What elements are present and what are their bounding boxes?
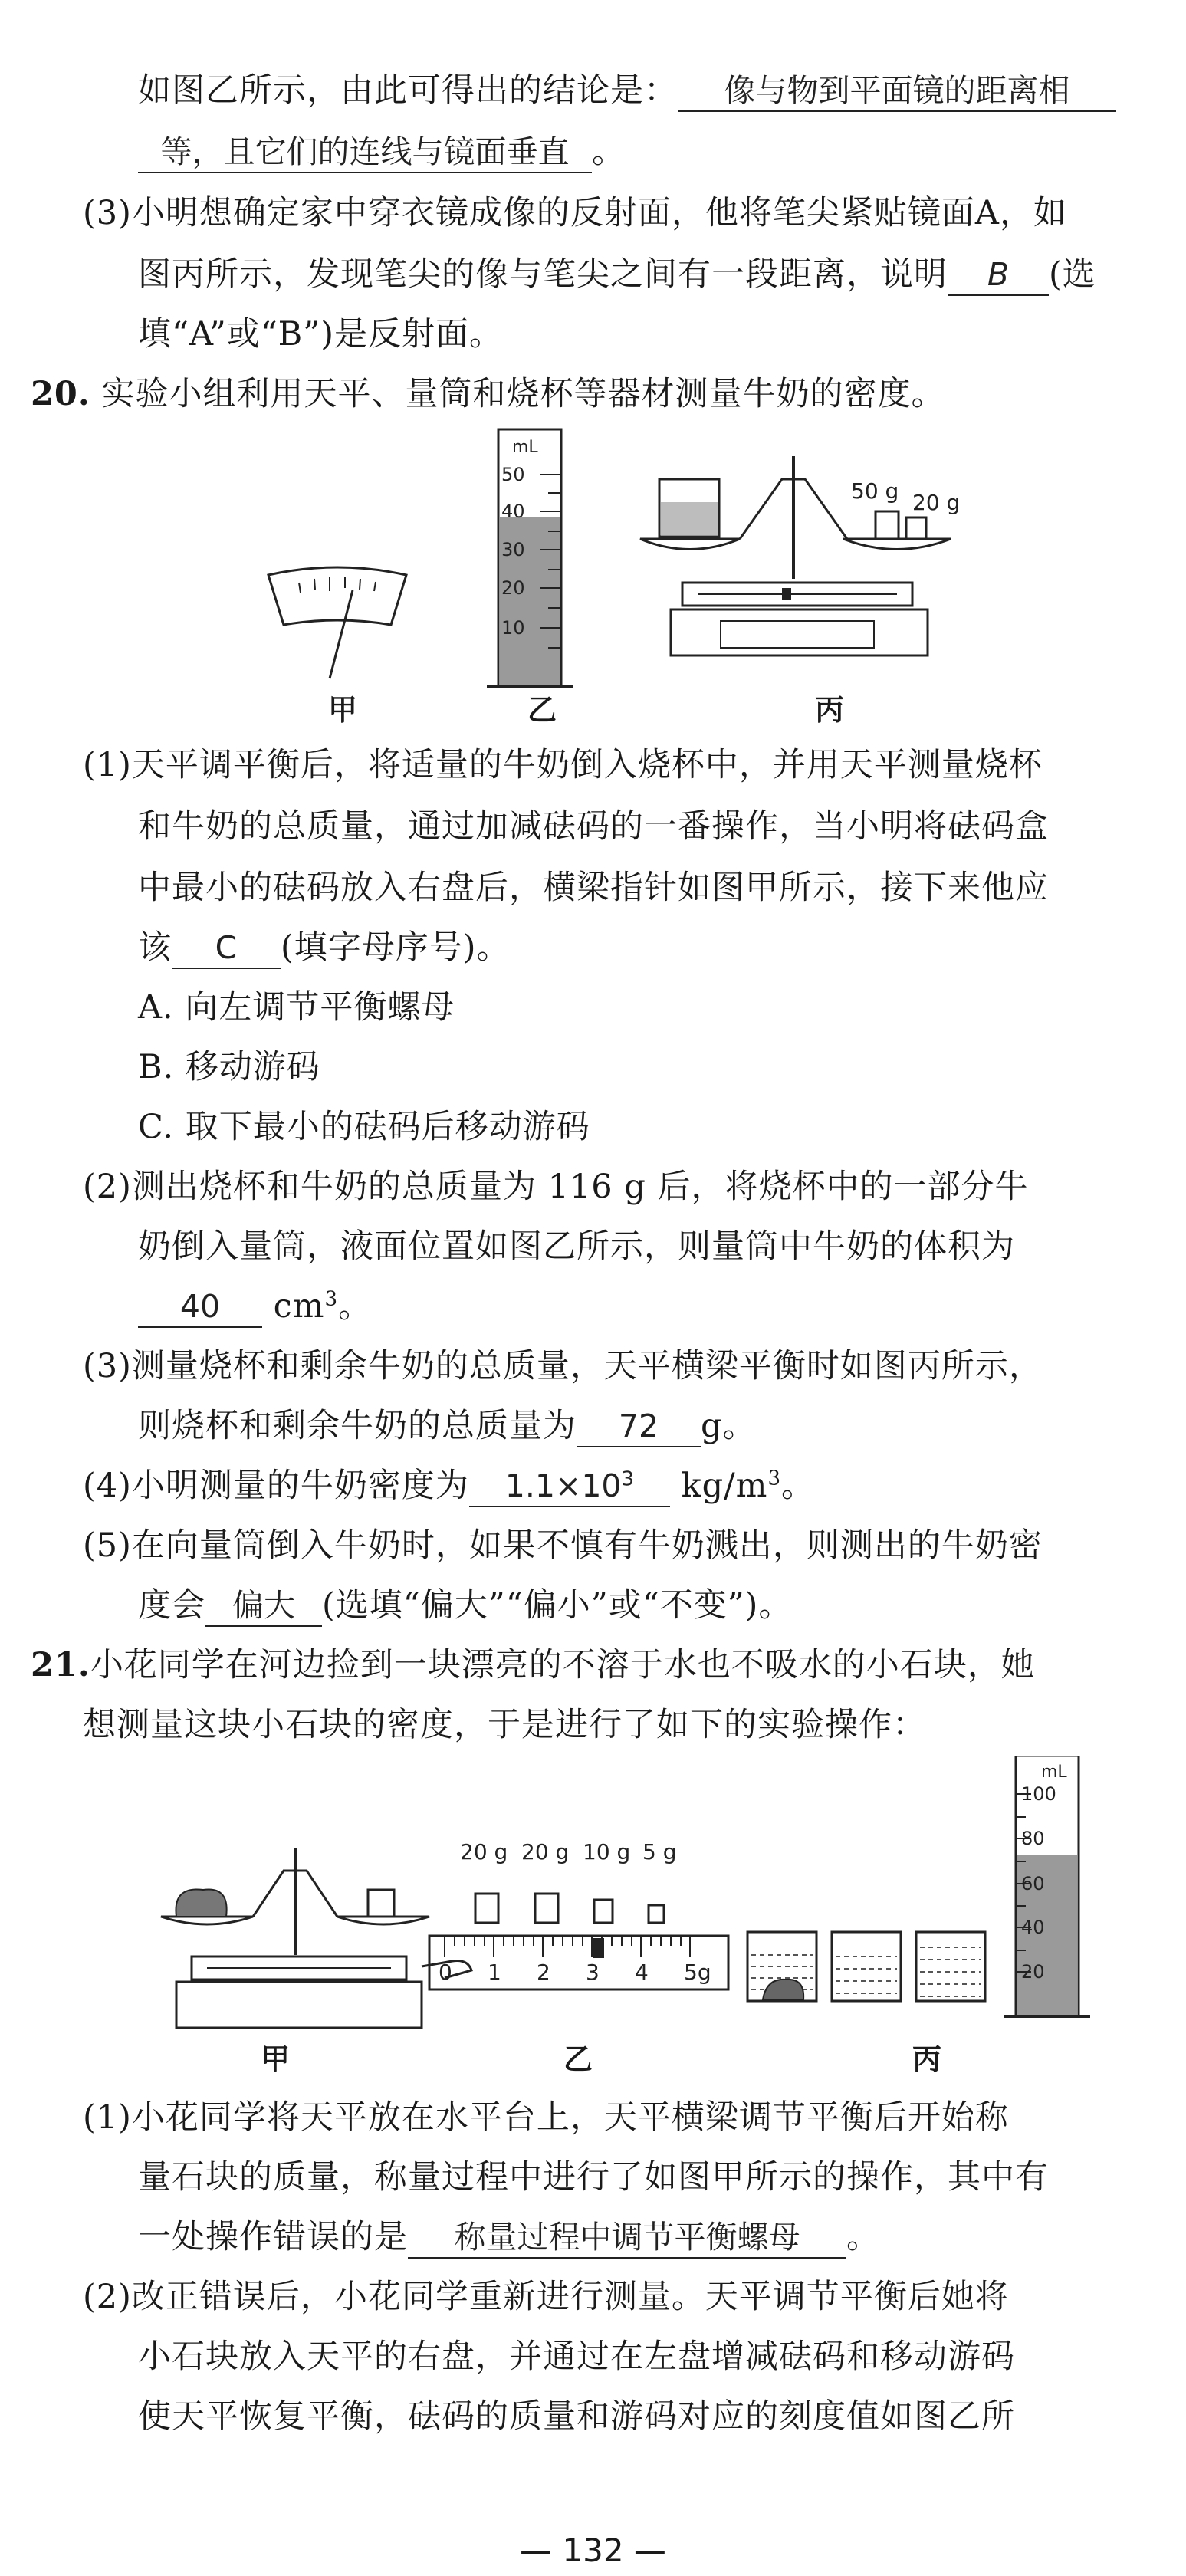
q21-part1-line3: 一处操作错误的是 称量过程中调节平衡螺母 。 xyxy=(138,2214,880,2260)
q21-weight-label: 20 g xyxy=(521,1839,570,1865)
q20-weight-label: 20 g xyxy=(912,490,961,515)
q20-part4-line: (4)小明测量的牛奶密度为 $1.1\times 10^3$ $kg/m^3$。 xyxy=(83,1463,815,1509)
q19-conclusion-line2: 等，且它们的连线与镜面垂直 。 xyxy=(138,129,626,175)
q21-weight-label: 20 g xyxy=(460,1839,508,1865)
q20-fig-jia-dial xyxy=(268,567,406,678)
q19-part3-line2: 图丙所示，发现笔尖的像与笔尖之间有一段距离，说明 B (选 xyxy=(138,251,1096,297)
q20-cylinder-tick-label: 40 xyxy=(501,501,525,522)
q21-fig-bing-beakers xyxy=(747,1756,1090,2016)
q20-cylinder-unit: mL xyxy=(512,438,538,457)
q21-ruler-tick-label: 4 xyxy=(635,1960,649,1985)
q20-weight-label: 50 g xyxy=(851,478,899,504)
q19-answer-blank-2[interactable]: 等，且它们的连线与镜面垂直 xyxy=(138,132,592,173)
page-footer: — 132 — xyxy=(520,2532,666,2569)
q21-number: 21. xyxy=(31,1646,90,1684)
q21-weight-label: 5 g xyxy=(642,1839,677,1865)
q21-cylinder-tick-label: 40 xyxy=(1021,1917,1045,1938)
q21-ruler-tick-label: 1 xyxy=(488,1960,501,1985)
q19-answer-blank-1[interactable]: 像与物到平面镜的距离相 xyxy=(678,71,1116,112)
q19-part3-line1: (3)小明想确定家中穿衣镜成像的反射面，他将笔尖紧贴镜面A，如 xyxy=(83,194,1067,232)
q20-part3-line1: (3)测量烧杯和剩余牛奶的总质量，天平横梁平衡时如图丙所示， xyxy=(83,1347,1043,1385)
q20-cylinder-tick-label: 10 xyxy=(501,617,525,639)
q20-cylinder-tick-label: 30 xyxy=(501,539,525,560)
q21-fig-label-bing: 丙 xyxy=(912,2042,942,2076)
q19-part3-line3: 填“A”或“B”)是反射面。 xyxy=(138,315,504,353)
q20-answer-blank-5[interactable]: 偏大 xyxy=(205,1585,322,1627)
q21-ruler-tick-label: 3 xyxy=(586,1960,600,1985)
q20-fig-label-bing: 丙 xyxy=(815,693,845,727)
q21-fig-label-yi: 乙 xyxy=(563,2042,593,2076)
q20-stem: 20. 实验小组利用天平、量筒和烧杯等器材测量牛奶的密度。 xyxy=(31,375,945,413)
q21-figure-group xyxy=(130,1756,1173,2062)
q20-part1-line1: (1)天平调平衡后，将适量的牛奶倒入烧杯中，并用天平测量烧杯 xyxy=(83,746,1043,784)
q20-part1-line2: 和牛奶的总质量，通过加减砝码的一番操作，当小明将砝码盒 xyxy=(138,807,1049,846)
q20-part3-line2: 则烧杯和剩余牛奶的总质量为 72 g。 xyxy=(138,1403,757,1449)
q20-option-a: A. 向左调节平衡螺母 xyxy=(138,988,455,1027)
q21-fig-yi-weights-ruler xyxy=(429,1839,728,1990)
q20-fig-bing-balance xyxy=(640,456,960,656)
q21-cylinder-tick-label: 80 xyxy=(1021,1828,1045,1849)
q20-answer-blank-4[interactable]: $1.1\times 10^3$ xyxy=(469,1466,670,1507)
q20-answer-blank-2[interactable]: 40 xyxy=(138,1286,262,1328)
q21-fig-jia-balance xyxy=(161,1848,471,2028)
q19-conclusion-line1: 如图乙所示，由此可得出的结论是： 像与物到平面镜的距离相 xyxy=(138,67,1116,113)
q21-stem-line1: 21.小花同学在河边捡到一块漂亮的不溶于水也不吸水的小石块，她 xyxy=(31,1646,1035,1684)
q20-fig-yi-cylinder xyxy=(487,429,573,686)
q21-ruler-tick-label: 0 xyxy=(439,1960,452,1985)
q21-cylinder-tick-label: 60 xyxy=(1021,1873,1045,1894)
q20-part5-line1: (5)在向量筒倒入牛奶时，如果不慎有牛奶溅出，则测出的牛奶密 xyxy=(83,1526,1043,1565)
q20-number: 20. xyxy=(31,375,90,413)
q20-answer-blank-3[interactable]: 72 xyxy=(577,1406,701,1447)
q21-ruler-tick-label: 5g xyxy=(684,1960,711,1985)
q20-option-b: B. 移动游码 xyxy=(138,1048,320,1086)
q20-part1-line3: 中最小的砝码放入右盘后，横梁指针如图甲所示，接下来他应 xyxy=(138,869,1049,907)
q21-cylinder-tick-label: 100 xyxy=(1021,1783,1056,1805)
q21-fig-label-jia: 甲 xyxy=(261,2042,291,2076)
q21-part2-line3: 使天平恢复平衡，砝码的质量和游码对应的刻度值如图乙所 xyxy=(138,2397,1015,2436)
q20-option-c: C. 取下最小的砝码后移动游码 xyxy=(138,1108,590,1146)
q21-part2-line2: 小石块放入天平的右盘，并通过在左盘增减砝码和移动游码 xyxy=(138,2338,1015,2376)
q21-part1-line1: (1)小花同学将天平放在水平台上，天平横梁调节平衡后开始称 xyxy=(83,2098,1009,2137)
q21-ruler-tick-label: 2 xyxy=(537,1960,550,1985)
q19-answer-blank-3[interactable]: B xyxy=(948,255,1049,296)
q20-cylinder-tick-label: 20 xyxy=(501,577,525,599)
page-number: 132 xyxy=(562,2532,624,2569)
q20-fig-label-jia: 甲 xyxy=(328,693,358,727)
q20-part5-line2: 度会 偏大 (选填“偏大”“偏小”或“不变”)。 xyxy=(138,1582,792,1628)
q20-part2-line3: 40 $cm^3$。 xyxy=(138,1283,372,1329)
q21-stem-line2: 想测量这块小石块的密度，于是进行了如下的实验操作： xyxy=(83,1706,926,1744)
q20-figure-group xyxy=(253,426,1020,702)
q21-part2-line1: (2)改正错误后，小花同学重新进行测量。天平调节平衡后她将 xyxy=(83,2278,1009,2316)
q20-cylinder-tick-label: 50 xyxy=(501,464,525,485)
q20-fig-label-yi: 乙 xyxy=(527,693,557,727)
q20-part2-line2: 奶倒入量筒，液面位置如图乙所示，则量筒中牛奶的体积为 xyxy=(138,1227,1015,1266)
q21-cylinder-unit: mL xyxy=(1041,1763,1067,1782)
q21-answer-blank-1[interactable]: 称量过程中调节平衡螺母 xyxy=(408,2217,846,2259)
q20-answer-blank-1[interactable]: C xyxy=(172,928,281,969)
q21-weight-label: 10 g xyxy=(583,1839,631,1865)
q20-part2-line1: (2)测出烧杯和牛奶的总质量为 116 g 后，将烧杯中的一部分牛 xyxy=(83,1168,1029,1206)
q21-cylinder-tick-label: 20 xyxy=(1021,1961,1045,1983)
q20-part1-line4: 该 C (填字母序号)。 xyxy=(138,925,511,971)
q21-part1-line2: 量石块的质量，称量过程中进行了如图甲所示的操作，其中有 xyxy=(138,2158,1049,2196)
